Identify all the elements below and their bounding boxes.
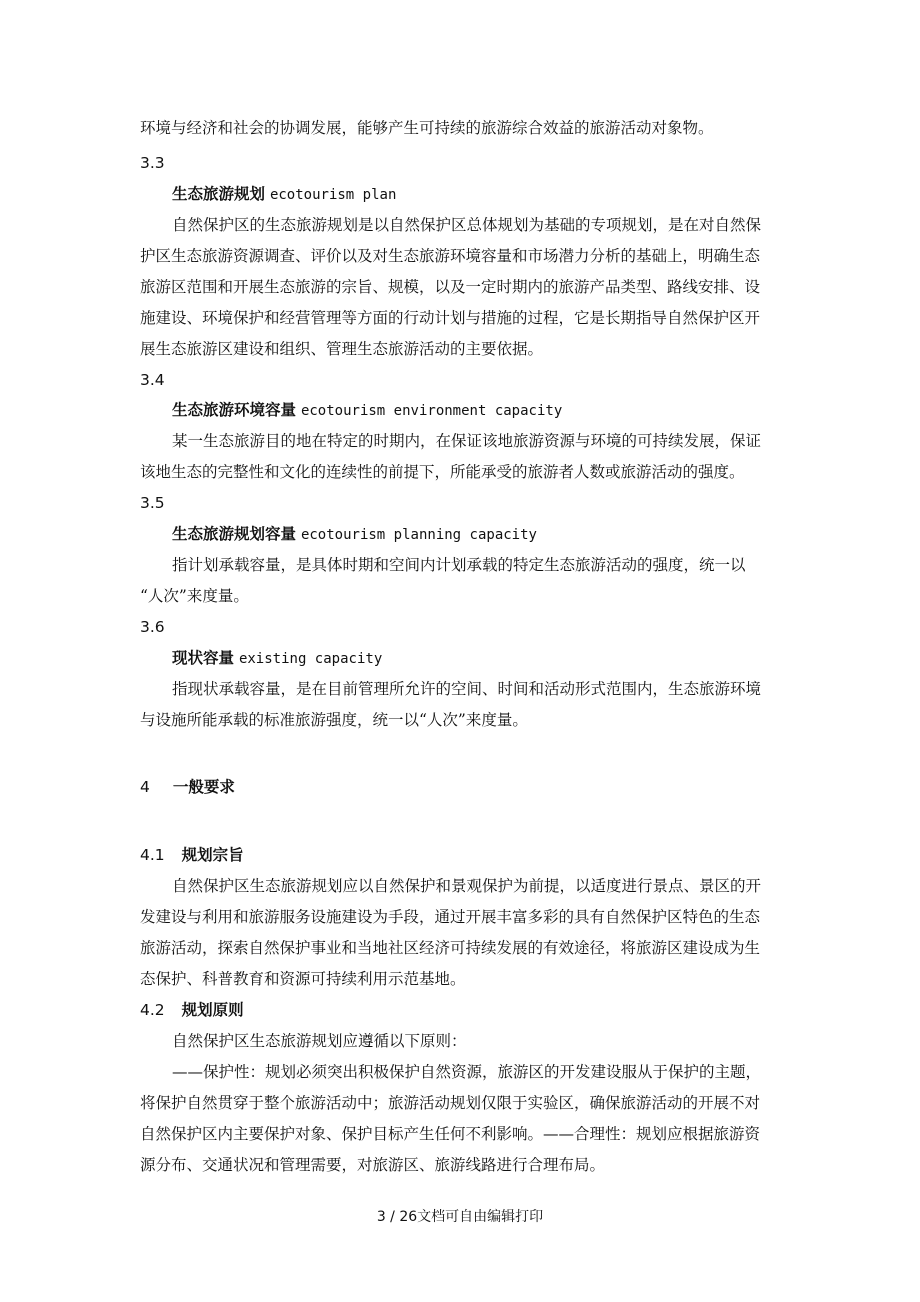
chapter-title: 一般要求 [172, 778, 235, 796]
paragraph-line: 将保护自然贯穿于整个旅游活动中；旅游活动规划仅限于实验区，确保旅游活动的开展不对 [140, 1094, 761, 1112]
paragraph-line: 自然保护区生态旅游规划应以自然保护和景观保护为前提，以适度进行景点、景区的开 [172, 877, 762, 895]
paragraph-line: 环境与经济和社会的协调发展，能够产生可持续的旅游综合效益的旅游活动对象物。 [140, 119, 714, 137]
paragraph-line: 旅游区范围和开展生态旅游的宗旨、规模，以及一定时期内的旅游产品类型、路线安排、设 [140, 278, 761, 296]
section-number: 4.1 [140, 846, 165, 864]
term-english: ecotourism environment capacity [300, 403, 563, 419]
section-title: 规划原则 [181, 1001, 244, 1019]
section-heading [140, 1000, 244, 1020]
chapter-number: 4 [140, 778, 150, 796]
section-number: 3.3 [140, 154, 165, 172]
term-english: existing capacity [238, 651, 383, 667]
paragraph-line: 护区生态旅游资源调查、评价以及对生态旅游环境容量和市场潜力分析的基础上，明确生态 [140, 247, 761, 265]
term-heading [172, 400, 562, 421]
paragraph-line: 自然保护区的生态旅游规划是以自然保护区总体规划为基础的专项规划，是在对自然保 [172, 216, 762, 234]
term-english: ecotourism planning capacity [300, 527, 537, 543]
paragraph-line: ——保护性：规划必须突出积极保护自然资源，旅游区的开发建设服从于保护的主题， [172, 1063, 762, 1081]
chapter-heading [140, 777, 235, 797]
term-chinese: 现状容量 [172, 648, 235, 667]
section-heading [140, 845, 244, 865]
paragraph-line: 指计划承载容量，是具体时期和空间内计划承载的特定生态旅游活动的强度，统一以 [172, 556, 746, 574]
paragraph-line: 源分布、交通状况和管理需要，对旅游区、旅游线路进行合理布局。 [140, 1156, 606, 1174]
page-footer: 3 / 26文档可自由编辑打印 [376, 1209, 544, 1225]
paragraph-line: 某一生态旅游目的地在特定的时期内，在保证该地旅游资源与环境的可持续发展，保证 [172, 432, 762, 450]
paragraph-line: 自然保护区生态旅游规划应遵循以下原则： [172, 1032, 467, 1050]
section-number: 3.4 [140, 371, 165, 389]
paragraph-line: “人次”来度量。 [140, 587, 249, 605]
paragraph-line: 该地生态的完整性和文化的连续性的前提下，所能承受的旅游者人数或旅游活动的强度。 [140, 463, 745, 481]
term-chinese: 生态旅游规划容量 [172, 524, 297, 543]
term-english: ecotourism plan [269, 187, 397, 203]
section-title: 规划宗旨 [181, 846, 244, 864]
paragraph-line: 展生态旅游区建设和组织、管理生态旅游活动的主要依据。 [140, 340, 544, 358]
term-heading [172, 524, 537, 545]
term-heading [172, 648, 382, 669]
paragraph-line: 与设施所能承载的标准旅游强度，统一以“人次”来度量。 [140, 711, 528, 729]
paragraph-line: 态保护、科普教育和资源可持续利用示范基地。 [140, 970, 466, 988]
paragraph-line: 旅游活动，探索自然保护事业和当地社区经济可持续发展的有效途径，将旅游区建设成为生 [140, 939, 761, 957]
paragraph-line: 施建设、环境保护和经营管理等方面的行动计划与措施的过程，它是长期指导自然保护区开 [140, 309, 761, 327]
section-number: 4.2 [140, 1001, 165, 1019]
term-chinese: 生态旅游规划 [172, 184, 266, 203]
section-number: 3.5 [140, 494, 165, 512]
section-number: 3.6 [140, 618, 165, 636]
term-heading [172, 184, 396, 205]
term-chinese: 生态旅游环境容量 [172, 400, 297, 419]
paragraph-line: 指现状承载容量，是在目前管理所允许的空间、时间和活动形式范围内，生态旅游环境 [172, 680, 762, 698]
paragraph-line: 发建设与利用和旅游服务设施建设为手段，通过开展丰富多彩的具有自然保护区特色的生态 [140, 908, 761, 926]
paragraph-line: 自然保护区内主要保护对象、保护目标产生任何不利影响。——合理性：规划应根据旅游资 [140, 1125, 761, 1143]
